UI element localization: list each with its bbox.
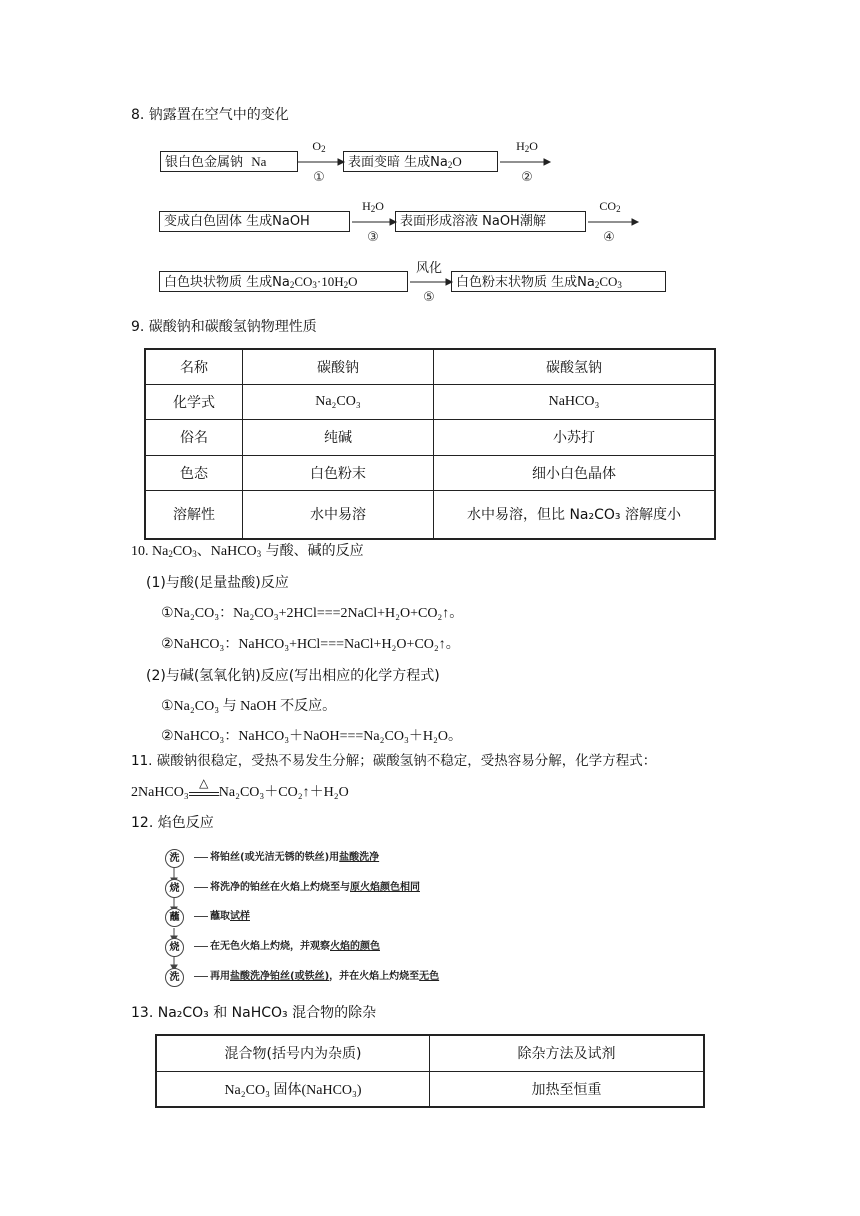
arrow-label-h2o-2: $H_2O$ xyxy=(362,199,384,214)
flame-step-2: 将洗净的铂丝在火焰上灼烧至与原火焰颜色相同 xyxy=(194,881,420,895)
section-10-title: 10. $Na_2CO_3$、NaHCO$_3$ 与酸、碱的反应 xyxy=(131,543,364,559)
table-cell: 水中易溶 xyxy=(243,490,434,539)
step-dip-circle: 蘸 xyxy=(165,908,184,927)
step-number-3: ③ xyxy=(367,230,379,245)
table-cell: Na₂CO₃ xyxy=(243,384,434,419)
table-cell: 化学式 xyxy=(145,384,243,419)
reaction-na2co3-acid: ①Na₂CO₃：Na₂CO₃+2HCl===2NaCl+H₂O+CO₂↑。 xyxy=(161,606,464,621)
table-cell: 加热至恒重 xyxy=(430,1071,705,1107)
table-cell: 色态 xyxy=(145,455,243,490)
flow-box-silver-sodium: 银白色金属钠 Na xyxy=(160,151,298,172)
section-11-text: 11. 碳酸钠很稳定，受热不易发生分解；碳酸氢钠不稳定，受热容易分解，化学方程式： xyxy=(131,753,657,769)
flame-step-3: 蘸取试样 xyxy=(194,910,250,924)
table-cell: 水中易溶，但比 Na₂CO₃ 溶解度小 xyxy=(434,490,716,539)
table-header-cell: 碳酸钠 xyxy=(243,349,434,384)
table-cell: 细小白色晶体 xyxy=(434,455,716,490)
section-9-title: 9. 碳酸钠和碳酸氢钠物理性质 xyxy=(131,319,317,335)
table-cell: NaHCO₃ xyxy=(434,384,716,419)
step-wash-circle: 洗 xyxy=(165,849,184,868)
flow-box-white-solid: 变成白色固体 生成NaOH xyxy=(159,211,350,232)
table-cell: 小苏打 xyxy=(434,419,716,455)
table-row xyxy=(145,455,715,490)
reaction-acid-heading: (1)与酸(足量盐酸)反应 xyxy=(146,575,289,591)
arrow-label-weathering: 风化 xyxy=(415,261,442,276)
step-number-2: ② xyxy=(521,170,533,185)
flame-step-5: 再用盐酸洗净铂丝(或铁丝)，并在火焰上灼烧至无色 xyxy=(194,970,439,984)
table-cell: 白色粉末 xyxy=(243,455,434,490)
table-cell: 纯碱 xyxy=(243,419,434,455)
table-cell: 溶解性 xyxy=(145,490,243,539)
section-12-title: 12. 焰色反应 xyxy=(131,815,214,831)
step-wash-circle: 洗 xyxy=(165,968,184,987)
arrow-label-h2o-1: $H_2O$ xyxy=(516,139,538,154)
reaction-base-heading: (2)与碱(氢氧化钠)反应(写出相应的化学方程式) xyxy=(146,668,440,684)
reaction-nahco3-acid: ②NaHCO₃：NaHCO₃+HCl===NaCl+H₂O+CO₂↑。 xyxy=(161,637,460,652)
section-8-title: 8. 钠露置在空气中的变化 xyxy=(131,107,289,123)
table-cell: Na₂CO₃ 固体(NaHCO₃) xyxy=(156,1071,430,1107)
table-row xyxy=(145,384,715,419)
table-header-cell: 除杂方法及试剂 xyxy=(430,1035,705,1071)
flame-step-1: 将铂丝(或光洁无锈的铁丝)用盐酸洗净 xyxy=(194,851,379,865)
step-burn-circle: 烧 xyxy=(165,938,184,957)
properties-table xyxy=(144,348,716,540)
arrow-label-co2: $CO_2$ xyxy=(599,199,621,214)
table-row xyxy=(145,490,715,539)
decomposition-equation: 2NaHCO₃ △ Na₂CO₃＋CO₂↑＋H₂O xyxy=(131,776,349,800)
flow-box-white-powder: 白色粉末状物质 生成$Na_2CO_3$ xyxy=(451,271,666,292)
table-cell: 俗名 xyxy=(145,419,243,455)
flame-step-4: 在无色火焰上灼烧，并观察火焰的颜色 xyxy=(194,940,380,954)
table-row xyxy=(145,419,715,455)
step-number-4: ④ xyxy=(603,230,615,245)
reaction-na2co3-base: ①Na₂CO₃ 与 NaOH 不反应。 xyxy=(161,699,337,714)
flow-box-solution: 表面形成溶液 NaOH潮解 xyxy=(395,211,586,232)
purification-table xyxy=(155,1034,705,1108)
table-row xyxy=(156,1071,704,1107)
flow-box-darkened: 表面变暗 生成$Na_2O$ xyxy=(343,151,498,172)
step-number-1: ① xyxy=(313,170,325,185)
heat-symbol: △ xyxy=(199,776,209,790)
step-number-5: ⑤ xyxy=(423,290,435,305)
table-header-cell: 名称 xyxy=(145,349,243,384)
table-header-cell: 碳酸氢钠 xyxy=(434,349,716,384)
flow-box-white-lump: 白色块状物质 生成$Na_2CO_3\cdot 10H_2O$ xyxy=(159,271,408,292)
table-header-cell: 混合物(括号内为杂质) xyxy=(156,1035,430,1071)
arrow-label-o2: $O_2$ xyxy=(312,139,326,154)
section-13-title: 13. Na₂CO₃ 和 NaHCO₃ 混合物的除杂 xyxy=(131,1005,377,1021)
reaction-nahco3-base: ②NaHCO₃：NaHCO₃＋NaOH===Na₂CO₃＋H₂O。 xyxy=(161,729,462,744)
step-burn-circle: 烧 xyxy=(165,879,184,898)
